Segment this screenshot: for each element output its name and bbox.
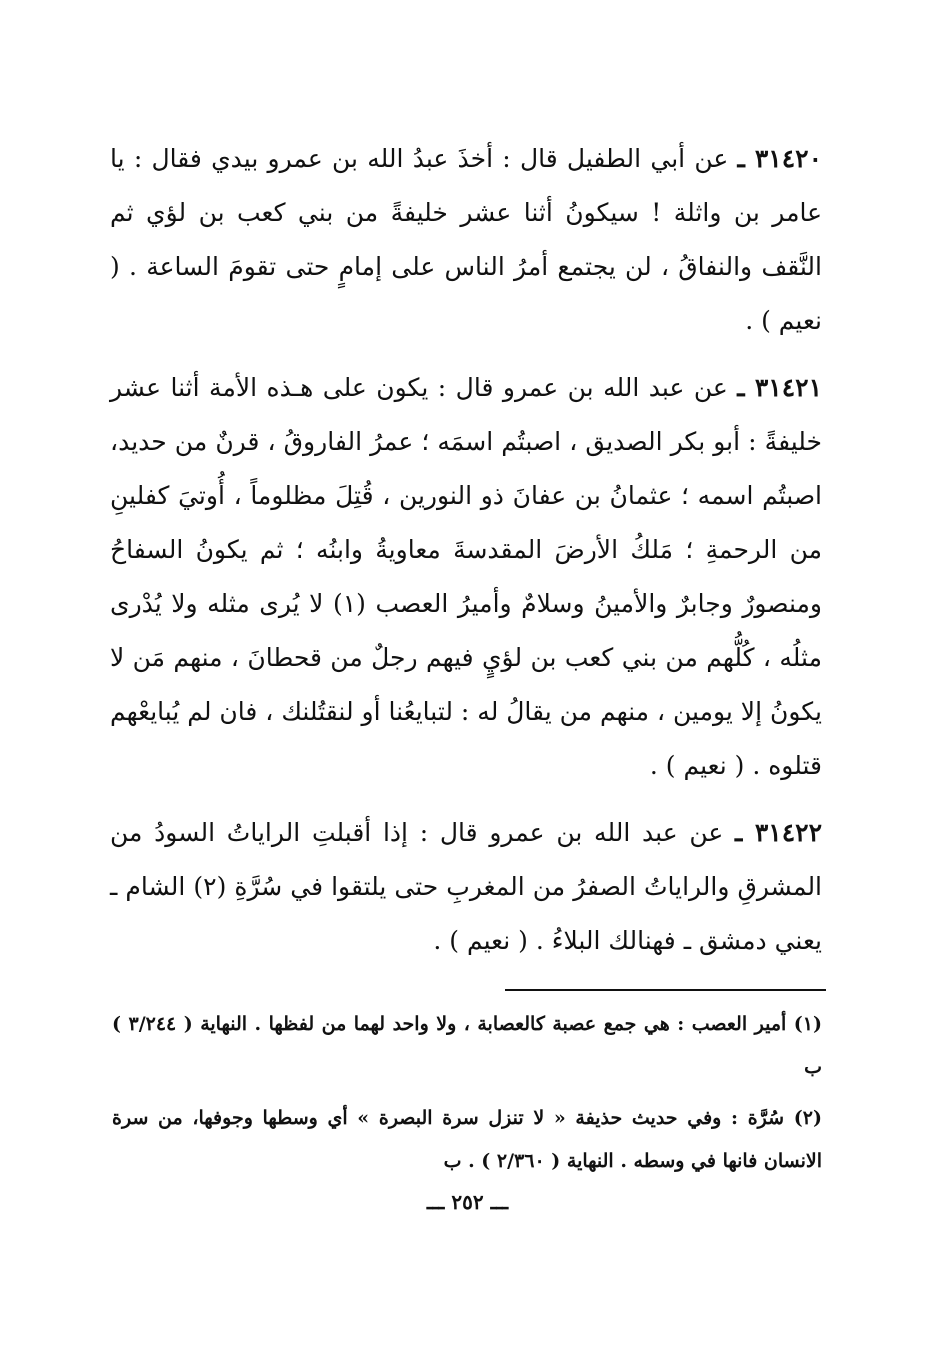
hadith-number: ٣١٤٢٢ ـ xyxy=(735,818,823,847)
hadith-text: عن عبد الله بن عمرو قال : إذا أقبلتِ الراياتُ السودُ من المشرقِ والراياتُ الصفرُ من المغربِ حتى يلتقوا في سُرَّةِ (٢) الشام ـ يعني دمشق ـ فهنالك البلاءُ . ( نعيم ) . xyxy=(110,818,823,955)
footnote-divider xyxy=(505,989,826,991)
hadith-number: ٣١٤٢٠ ـ xyxy=(737,144,822,173)
footnote-marker: (١) xyxy=(793,1013,823,1035)
footnote-marker: (٢) xyxy=(793,1107,822,1129)
hadith-text: عن أبي الطفيل قال : أخذَ عبدُ الله بن عمرو بيدي فقال : يا عامر بن واثلة ! سيكونُ أثنا عشر خليفةً من بني كعب بن لؤي ثم النَّقف والنفاقُ ، لن يجتمع أمرُ الناس على إمامٍ حتى تقومَ الساعة . ( نعيم ) . xyxy=(110,144,822,335)
hadith-number: ٣١٤٢١ ـ xyxy=(737,373,822,402)
footnote-text: أمير العصب : هي جمع عصبة كالعصابة ، ولا واحد لهما من لفظها . النهاية ( ٣/٢٤٤ ) ب xyxy=(112,1013,822,1078)
hadith-31421 xyxy=(110,361,822,793)
main-text xyxy=(110,132,822,981)
hadith-31422 xyxy=(110,806,822,968)
footnote-1 xyxy=(112,1003,822,1089)
footnotes xyxy=(112,1003,822,1191)
footnote-text: سُرَّة : وفي حديث حذيفة « لا تنزل سرة البصرة » أي وسطها وجوفها، من سرة الانسان فانها في وسطه . النهاية ( ٢/٣٦٠ ) . ب xyxy=(112,1107,822,1172)
hadith-31420 xyxy=(110,132,822,348)
page-number: ـــ ٢٥٢ ـــ xyxy=(426,1190,509,1214)
footnote-2 xyxy=(112,1097,822,1183)
hadith-text: عن عبد الله بن عمرو قال : يكون على هـذه الأمة أثنا عشر خليفةً : أبو بكر الصديق ، اصبتُم اسمَه ؛ عمرُ الفاروقُ ، قرنٌ من حديد، اصبتُم اسمه ؛ عثمانُ بن عفانَ ذو النورين ، قُتِلَ مظلوماً ، أُوتيَ كفلينِ من الرحمةِ ؛ مَلكُ الأرضَ المقدسةَ معاويةُ وابنُه ؛ ثم يكونُ السفاحُ ومنصورٌ وجابرٌ والأمينُ وسلامٌ وأميرُ العصب (١) لا يُرى مثله ولا يُدْرى مثلُه ، كُلُّهم من بني كعب بن لؤيٍ فيهم رجلٌ من قحطانَ ، منهم مَن لا يكونُ إلا يومين ، منهم من يقالُ له : لتبايعُنا أو لنقتُلنك ، فان لم يُبايعْهم قتلوه . ( نعيم ) . xyxy=(109,373,822,780)
